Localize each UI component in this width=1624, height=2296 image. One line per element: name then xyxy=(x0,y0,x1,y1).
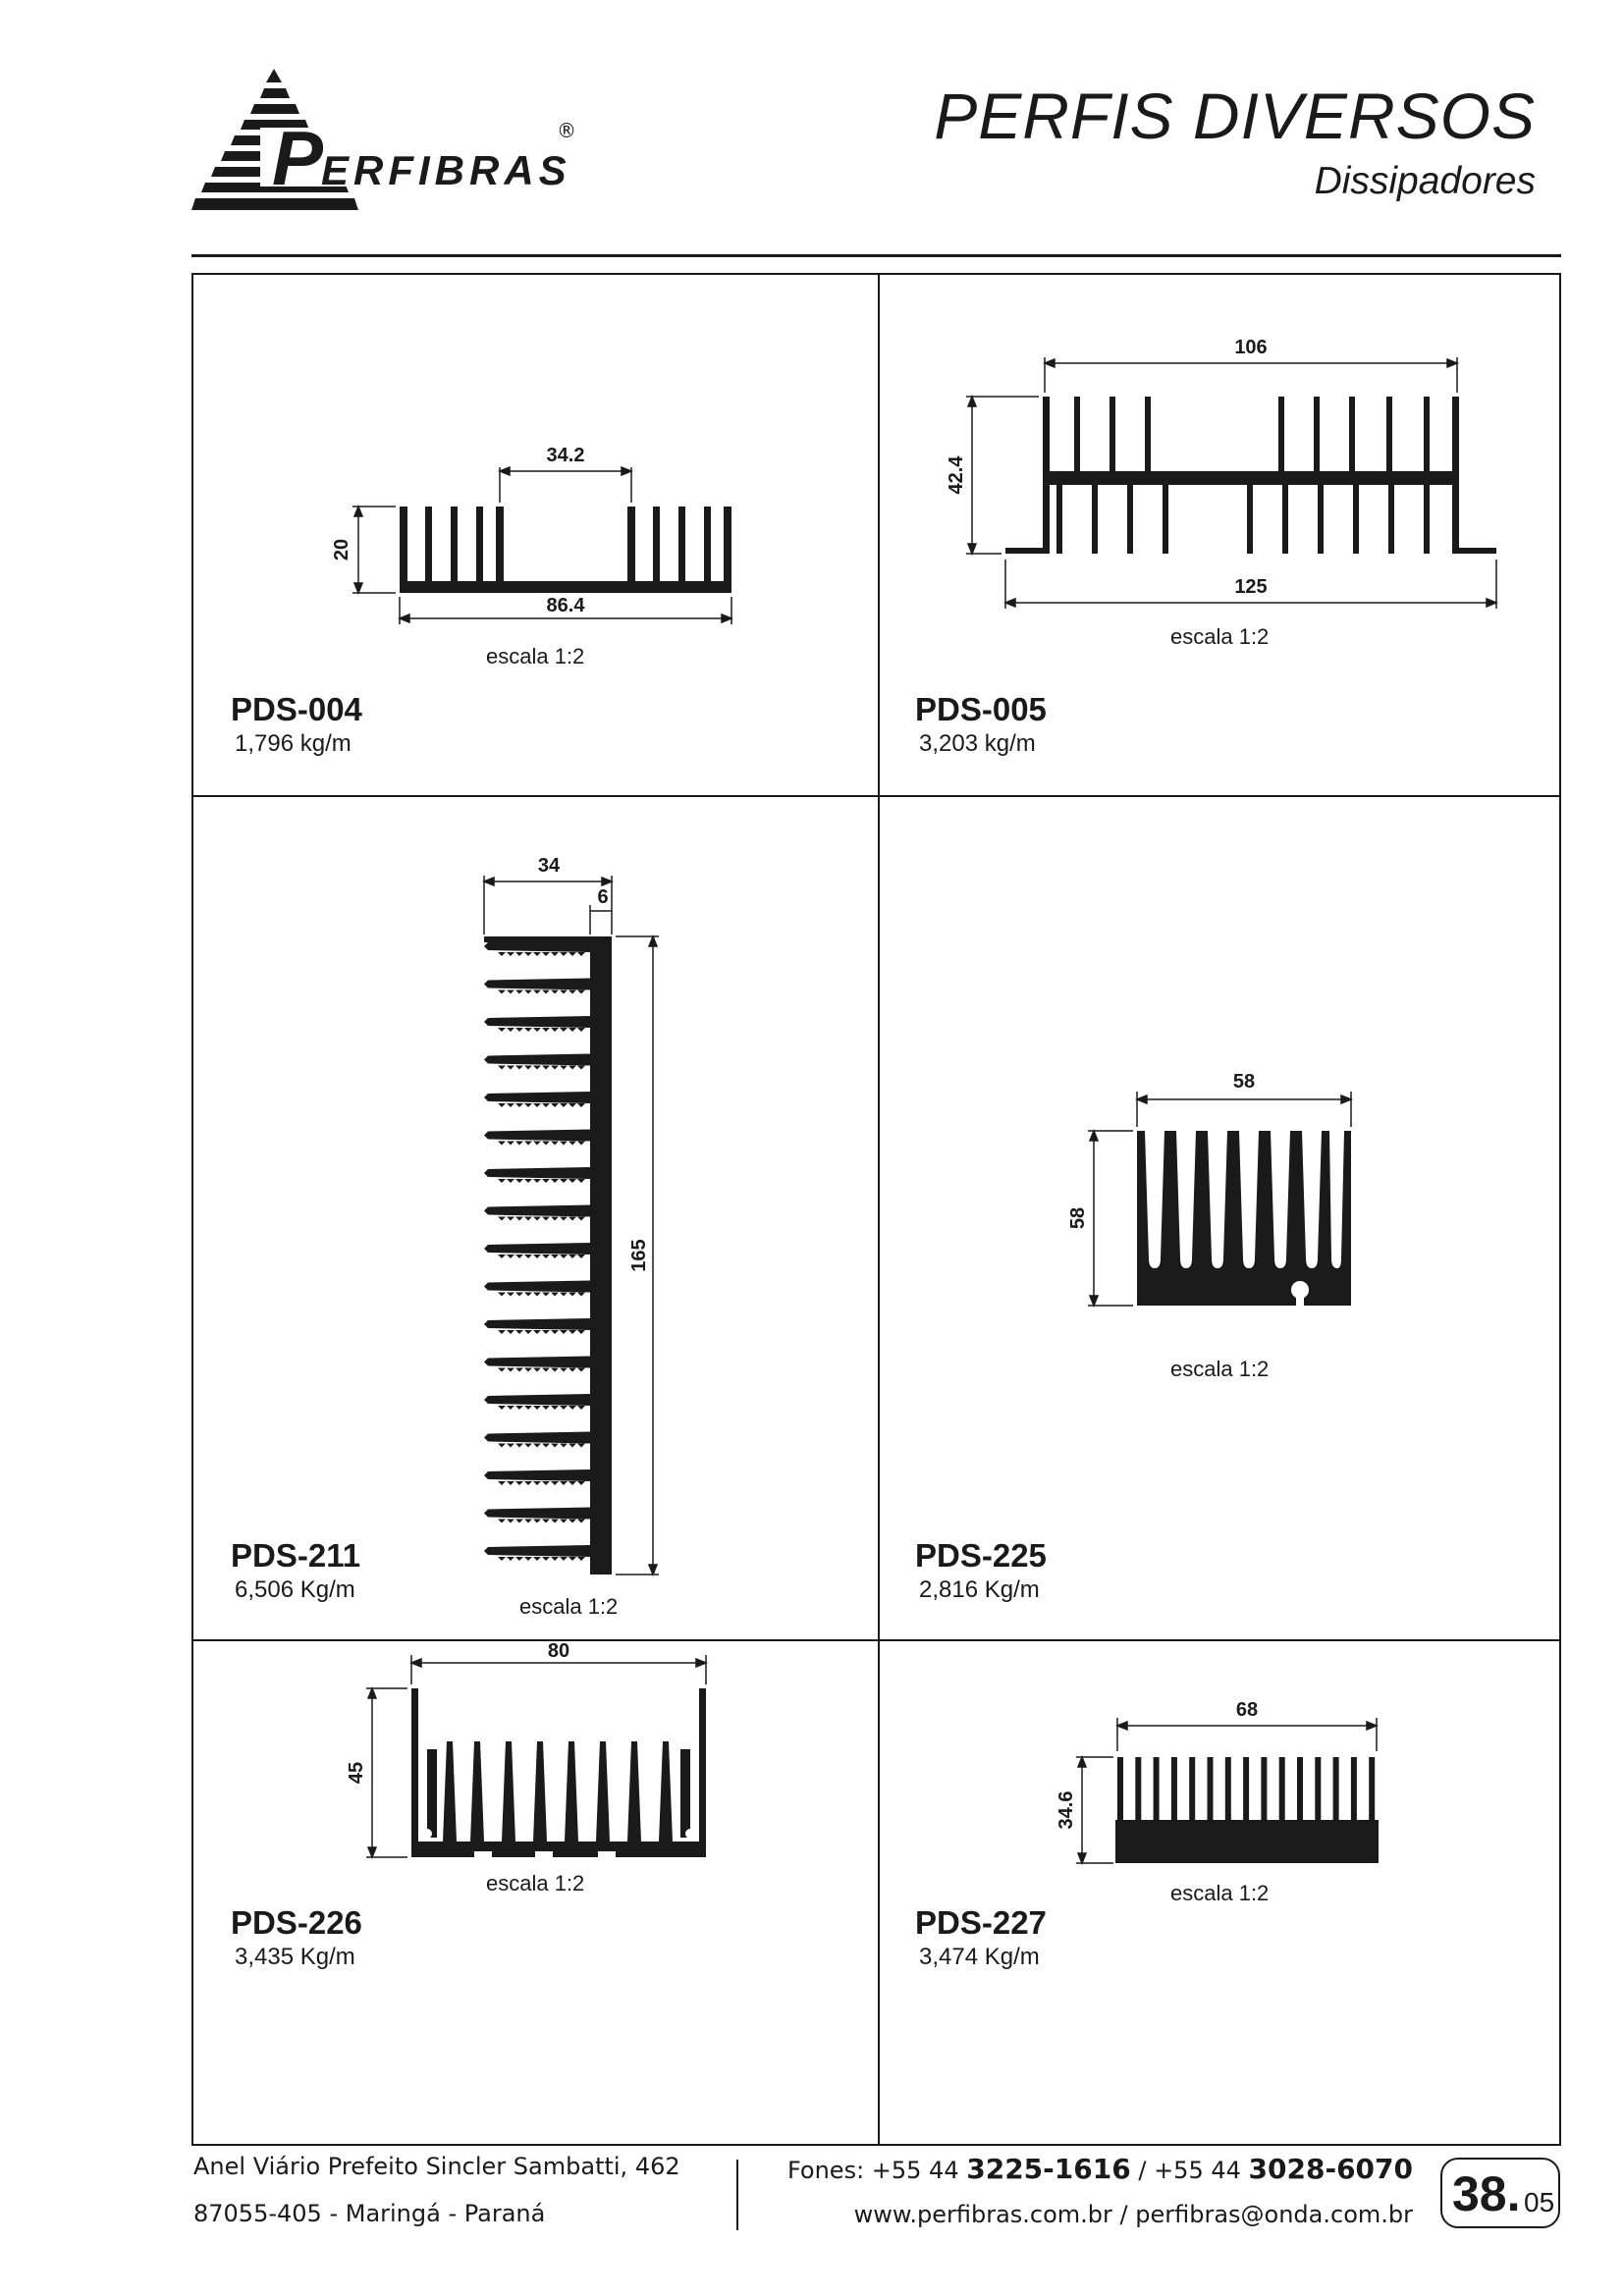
fin xyxy=(1351,1757,1357,1822)
profile-drawing-pds-225 xyxy=(880,797,1563,1639)
fin-serration xyxy=(533,1368,541,1372)
fin-serration xyxy=(568,990,576,994)
fin-serration xyxy=(498,1557,506,1561)
fin xyxy=(484,1092,590,1103)
dim-height-label: 34.6 xyxy=(1056,1790,1077,1830)
fin-serration xyxy=(551,1217,559,1221)
fin-serration xyxy=(498,1217,506,1221)
footer-contact xyxy=(787,2153,1413,2228)
fin-serration xyxy=(507,1330,514,1334)
fin-serration xyxy=(498,1103,506,1107)
fin-serration xyxy=(568,1406,576,1410)
scale-label: escala 1:2 xyxy=(1170,1357,1270,1381)
fin-serration xyxy=(524,1293,532,1297)
product-code: PDS-226 xyxy=(231,1904,362,1941)
footer-divider xyxy=(736,2160,738,2230)
fin-serration xyxy=(533,1179,541,1183)
fin-serration xyxy=(551,952,559,956)
phone-line xyxy=(787,2153,1413,2185)
fin-serration xyxy=(524,1481,532,1485)
fin-serration xyxy=(551,1142,559,1146)
fin-serration xyxy=(577,1368,585,1372)
fin-serration xyxy=(515,1406,523,1410)
fin xyxy=(484,1318,590,1330)
logo-initial: P xyxy=(272,115,324,201)
fin-serration xyxy=(507,1217,514,1221)
address-line-1: Anel Viário Prefeito Sincler Sambatti, 462 xyxy=(193,2153,680,2180)
fin-serration xyxy=(560,952,568,956)
fin-serration xyxy=(568,1557,576,1561)
fin-serration xyxy=(560,1368,568,1372)
page-title: PERFIS DIVERSOS xyxy=(934,80,1536,152)
fin-serration xyxy=(507,990,514,994)
fin-serration xyxy=(524,1444,532,1448)
fin-serration xyxy=(560,1330,568,1334)
fin-serration xyxy=(560,1520,568,1523)
fin-serration xyxy=(568,1066,576,1070)
fin-serration xyxy=(568,1444,576,1448)
fin-serration xyxy=(524,952,532,956)
fin-serration xyxy=(533,1066,541,1070)
fin-serration xyxy=(542,1406,550,1410)
fin-serration xyxy=(515,1520,523,1523)
fin-serration xyxy=(507,1481,514,1485)
dim-height-label: 58 xyxy=(1067,1206,1089,1230)
profile-drawing-pds-211 xyxy=(193,797,878,1639)
fin-serration xyxy=(542,1179,550,1183)
fin-serration xyxy=(515,1103,523,1107)
product-code: PDS-004 xyxy=(231,691,362,727)
fin-serration xyxy=(551,990,559,994)
fin-serration xyxy=(551,1481,559,1485)
fin-serration xyxy=(542,1028,550,1032)
fin-serration xyxy=(524,1179,532,1183)
fin-serration xyxy=(515,1179,523,1183)
fin xyxy=(484,1432,590,1444)
product-weight: 3,203 kg/m xyxy=(919,730,1036,757)
product-weight: 3,435 Kg/m xyxy=(235,1944,355,1970)
fin-serration xyxy=(507,1406,514,1410)
fin-serration xyxy=(568,1293,576,1297)
product-weight: 6,506 Kg/m xyxy=(235,1576,355,1603)
fin-serration xyxy=(577,1481,585,1485)
fin-serration xyxy=(551,1103,559,1107)
fin-serration xyxy=(498,1330,506,1334)
dim-width-label: 125 xyxy=(1234,576,1268,598)
fin-serration xyxy=(577,1293,585,1297)
fin-serration xyxy=(577,1028,585,1032)
fin-serration xyxy=(498,1520,506,1523)
fin-serration xyxy=(551,1330,559,1334)
fin xyxy=(484,979,590,990)
fin-serration xyxy=(507,1293,514,1297)
fin-serration xyxy=(515,1142,523,1146)
fin-serration xyxy=(498,1066,506,1070)
fin-serration xyxy=(533,1520,541,1523)
product-cell-pds-225 xyxy=(880,797,1563,1639)
fin-serration xyxy=(507,1103,514,1107)
fin-serration xyxy=(524,1255,532,1258)
fin-serration xyxy=(560,1142,568,1146)
fin-serration xyxy=(507,1179,514,1183)
phone-number-1: 3225-1616 xyxy=(966,2153,1131,2185)
fin-serration xyxy=(498,1142,506,1146)
address-line-2: 87055-405 - Maringá - Paraná xyxy=(193,2200,546,2227)
product-cell-pds-226 xyxy=(193,1641,878,2148)
fin-serration xyxy=(515,1368,523,1372)
dim-width-label: 34 xyxy=(537,855,561,877)
fin-serration xyxy=(577,1406,585,1410)
fin-serration xyxy=(533,1142,541,1146)
fin-serration xyxy=(542,1142,550,1146)
fin-serration xyxy=(533,1103,541,1107)
fin-serration xyxy=(524,990,532,994)
fin-serration xyxy=(515,990,523,994)
dim-top-label: 34.2 xyxy=(546,445,585,466)
fin-serration xyxy=(515,1255,523,1258)
product-grid xyxy=(191,273,1561,2146)
fin-serration xyxy=(515,1217,523,1221)
fin-serration xyxy=(577,1103,585,1107)
fin-serration xyxy=(542,990,550,994)
fin-serration xyxy=(507,1444,514,1448)
fin-serration xyxy=(542,1066,550,1070)
fin-serration xyxy=(533,1481,541,1485)
fin-serration xyxy=(533,1028,541,1032)
fin-serration xyxy=(568,1481,576,1485)
fin xyxy=(1297,1757,1303,1822)
fin-serration xyxy=(542,1330,550,1334)
fin-serration xyxy=(551,1066,559,1070)
phone-number-2: 3028-6070 xyxy=(1248,2153,1413,2185)
fin xyxy=(1369,1757,1375,1822)
product-weight: 3,474 Kg/m xyxy=(919,1944,1040,1970)
fin-top-plate xyxy=(484,936,590,942)
fin-serration xyxy=(542,1293,550,1297)
fin-serration xyxy=(560,1481,568,1485)
fin-serration xyxy=(515,952,523,956)
fin-serration xyxy=(551,1444,559,1448)
fin-serration xyxy=(524,1330,532,1334)
fin-serration xyxy=(577,1066,585,1070)
product-code: PDS-225 xyxy=(915,1537,1047,1574)
fin-serration xyxy=(515,1066,523,1070)
footer-address xyxy=(193,2153,680,2227)
fin-serration xyxy=(560,990,568,994)
fin-serration xyxy=(560,1293,568,1297)
dim-width-label: 86.4 xyxy=(546,595,585,616)
fin-serration xyxy=(507,1368,514,1372)
fin xyxy=(1171,1757,1177,1822)
fin-serration xyxy=(524,1142,532,1146)
scale-label: escala 1:2 xyxy=(1170,624,1270,649)
fin-serration xyxy=(560,1444,568,1448)
fin xyxy=(484,1508,590,1520)
fin xyxy=(484,1545,590,1557)
fin xyxy=(484,1357,590,1368)
fin xyxy=(484,1205,590,1217)
fin-serration xyxy=(551,1368,559,1372)
fin-serration xyxy=(568,1520,576,1523)
fin-serration xyxy=(542,1520,550,1523)
fin-serration xyxy=(533,1406,541,1410)
fin-serration xyxy=(524,1066,532,1070)
fin-serration xyxy=(524,1103,532,1107)
fin-serration xyxy=(560,1217,568,1221)
fin-serration xyxy=(542,1481,550,1485)
fin-serration xyxy=(507,1557,514,1561)
fin xyxy=(1243,1757,1249,1822)
fin-serration xyxy=(568,1028,576,1032)
fin-serration xyxy=(498,952,506,956)
product-cell-pds-211 xyxy=(193,797,878,1639)
fin-serration xyxy=(577,1444,585,1448)
fin xyxy=(484,1243,590,1255)
fin-serration xyxy=(542,1217,550,1221)
fin-serration xyxy=(542,1255,550,1258)
fin xyxy=(1261,1757,1267,1822)
fin xyxy=(1135,1757,1141,1822)
fin xyxy=(1117,1757,1123,1822)
fin xyxy=(484,1054,590,1066)
phones-separator: / +55 44 xyxy=(1130,2157,1249,2184)
fin-serration xyxy=(542,1444,550,1448)
fin xyxy=(484,1394,590,1406)
fin-serration xyxy=(533,1444,541,1448)
fin-serration xyxy=(577,1179,585,1183)
fin-serration xyxy=(568,1368,576,1372)
fin xyxy=(484,1167,590,1179)
fin-serration xyxy=(515,1330,523,1334)
fin-serration xyxy=(560,1028,568,1032)
fin xyxy=(1315,1757,1321,1822)
product-weight: 1,796 kg/m xyxy=(235,730,352,757)
fin-serration xyxy=(498,1179,506,1183)
fin-serration xyxy=(533,1255,541,1258)
fin-serration xyxy=(577,1557,585,1561)
fin-serration xyxy=(533,1330,541,1334)
fin-serration xyxy=(515,1444,523,1448)
product-weight: 2,816 Kg/m xyxy=(919,1576,1040,1603)
dim-width-label: 80 xyxy=(547,1640,570,1662)
fin-serration xyxy=(498,1028,506,1032)
fin-serration xyxy=(542,1103,550,1107)
fin-serration xyxy=(498,1293,506,1297)
scale-label: escala 1:2 xyxy=(486,1871,585,1896)
fin-serration xyxy=(551,1293,559,1297)
fin-serration xyxy=(568,1142,576,1146)
fin-serration xyxy=(568,1217,576,1221)
fin xyxy=(484,1130,590,1142)
fin-serration xyxy=(533,952,541,956)
perfibras-logo xyxy=(191,69,584,245)
dim-width-label: 58 xyxy=(1232,1071,1256,1093)
fin xyxy=(1208,1757,1214,1822)
fin xyxy=(1189,1757,1195,1822)
page-subtitle: Dissipadores xyxy=(1314,160,1536,202)
page-number-main: 38. xyxy=(1452,2166,1521,2221)
dim-height-label: 20 xyxy=(331,538,352,561)
fin-serration xyxy=(577,1142,585,1146)
fin-serration xyxy=(524,1217,532,1221)
fin-serration xyxy=(533,1293,541,1297)
fin xyxy=(1279,1757,1285,1822)
fin-serration xyxy=(577,1255,585,1258)
fin-serration xyxy=(551,1520,559,1523)
fin-serration xyxy=(507,1520,514,1523)
dim-height-label: 165 xyxy=(628,1239,650,1272)
fin xyxy=(484,1016,590,1028)
product-code: PDS-211 xyxy=(231,1537,361,1574)
fin-serration xyxy=(568,952,576,956)
registered-mark: ® xyxy=(557,119,576,142)
product-cell-pds-004 xyxy=(193,275,878,795)
fin xyxy=(1154,1757,1160,1822)
fin-serration xyxy=(542,1557,550,1561)
fin-serration xyxy=(533,1557,541,1561)
fin-serration xyxy=(551,1028,559,1032)
fin-serration xyxy=(577,1520,585,1523)
product-cell-pds-005 xyxy=(880,275,1563,795)
fin-serration xyxy=(498,1444,506,1448)
fin-serration xyxy=(515,1481,523,1485)
fin-serration xyxy=(568,1255,576,1258)
fin-serration xyxy=(498,1406,506,1410)
dim-height-label: 42.4 xyxy=(946,455,967,495)
phones-prefix: Fones: +55 44 xyxy=(786,2157,967,2184)
page-number-sub: 05 xyxy=(1524,2187,1555,2217)
fin-serration xyxy=(560,1179,568,1183)
fin-serration xyxy=(560,1406,568,1410)
fin-serration xyxy=(498,1368,506,1372)
fin-serration xyxy=(551,1179,559,1183)
scale-label: escala 1:2 xyxy=(1170,1881,1270,1905)
fin-serration xyxy=(551,1255,559,1258)
fin-serration xyxy=(577,1217,585,1221)
fin xyxy=(484,1469,590,1481)
fin-serration xyxy=(524,1520,532,1523)
page-number-badge xyxy=(1440,2158,1560,2228)
fin xyxy=(1333,1757,1339,1822)
fin-serration xyxy=(577,1330,585,1334)
fin-serration xyxy=(507,952,514,956)
web-email-line: www.perfibras.com.br / perfibras@onda.com.br xyxy=(853,2201,1413,2228)
fin-serration xyxy=(524,1557,532,1561)
fin-serration xyxy=(507,1142,514,1146)
fin-serration xyxy=(507,1028,514,1032)
fin-serration xyxy=(524,1028,532,1032)
fin-serration xyxy=(515,1293,523,1297)
fin-serration xyxy=(551,1557,559,1561)
dim-height-label: 45 xyxy=(346,1761,367,1785)
fin-serration xyxy=(498,990,506,994)
fin-serration xyxy=(568,1179,576,1183)
fin-serration xyxy=(577,952,585,956)
fin-serration xyxy=(542,952,550,956)
fin-serration xyxy=(560,1557,568,1561)
fin-serration xyxy=(542,1368,550,1372)
logo-wordmark: ERFIBRAS xyxy=(321,147,571,193)
fin-serration xyxy=(568,1330,576,1334)
scale-label: escala 1:2 xyxy=(519,1594,619,1619)
fin-serration xyxy=(524,1406,532,1410)
fin-serration xyxy=(498,1255,506,1258)
fin-serration xyxy=(568,1103,576,1107)
fin-serration xyxy=(507,1066,514,1070)
product-cell-pds-227 xyxy=(880,1641,1563,2148)
dim-base-label: 6 xyxy=(597,886,609,908)
fin-serration xyxy=(560,1103,568,1107)
fin-serration xyxy=(577,990,585,994)
fin-serration xyxy=(533,1217,541,1221)
fin-serration xyxy=(507,1255,514,1258)
dim-top-label: 106 xyxy=(1234,337,1268,358)
header-divider xyxy=(191,254,1561,257)
fin-serration xyxy=(533,990,541,994)
fin-serration xyxy=(560,1066,568,1070)
product-code: PDS-005 xyxy=(915,691,1047,727)
fin-serration xyxy=(515,1557,523,1561)
fin-serration xyxy=(524,1368,532,1372)
fin xyxy=(484,1281,590,1293)
scale-label: escala 1:2 xyxy=(486,644,585,668)
fin-serration xyxy=(498,1481,506,1485)
fin-serration xyxy=(560,1255,568,1258)
dim-width-label: 68 xyxy=(1235,1699,1259,1721)
fin xyxy=(1225,1757,1231,1822)
product-code: PDS-227 xyxy=(915,1904,1047,1941)
fin-serration xyxy=(515,1028,523,1032)
fin-serration xyxy=(551,1406,559,1410)
